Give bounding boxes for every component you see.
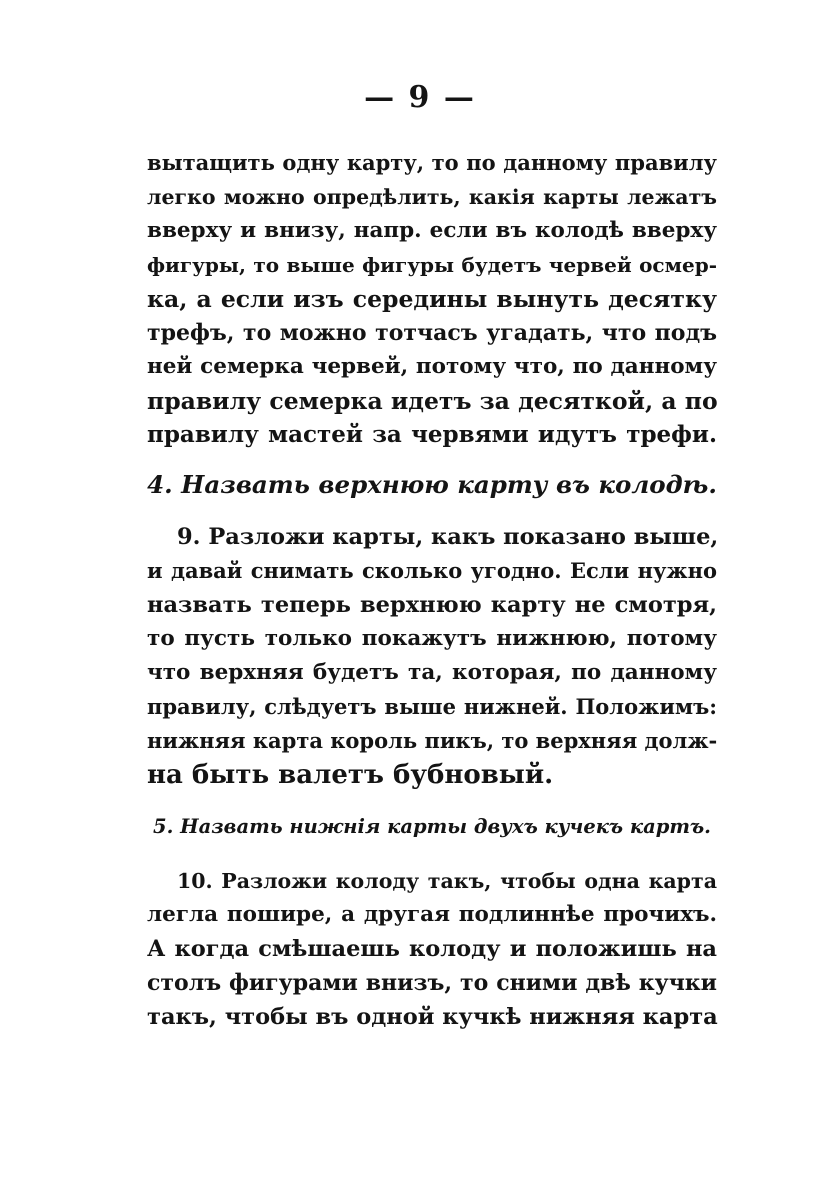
page-number: — 9 —	[364, 80, 476, 115]
text-line: фигуры, то выше фигуры будетъ червей осмер-	[147, 253, 717, 277]
text-line: и давай снимать сколько угодно. Если нужно	[147, 558, 717, 583]
text-line: то пусть только покажутъ нижнюю, потому	[147, 626, 717, 651]
paragraph-continued	[147, 146, 717, 452]
text-line: легла пошире, а другая подлиннѣе прочихъ.	[147, 902, 717, 927]
text-line: ка, а если изъ середины вынуть десятку	[147, 285, 717, 313]
text-line: вверху и внизу, напр. если въ колодѣ вверху	[147, 218, 717, 243]
section-5-title: 5. Назвать нижнія карты двухъ кучекъ картъ.	[153, 815, 711, 838]
text-line: на быть валетъ бубновый.	[147, 760, 554, 790]
text-line: назвать теперь верхнюю карту не смотря,	[147, 592, 717, 618]
paragraph-10	[147, 864, 717, 1034]
text-line: 9. Разложи карты, какъ показано выше,	[177, 524, 719, 550]
text-line: правилу, слѣдуетъ выше нижней. Положимъ:	[147, 694, 717, 719]
text-line: 10. Разложи колоду такъ, чтобы одна карта	[177, 869, 717, 893]
section-4-title: 4. Назвать верхнюю карту въ колодѣ.	[147, 470, 717, 499]
paragraph-9	[147, 520, 717, 792]
text-line: такъ, чтобы въ одной кучкѣ нижняя карта	[147, 1004, 718, 1030]
text-line: правилу семерка идетъ за десяткой, а по	[147, 387, 718, 415]
text-line: вытащить одну карту, то по данному правилу	[147, 150, 717, 175]
text-line: столъ фигурами внизъ, то сними двѣ кучки	[147, 970, 717, 996]
text-line: ней семерка червей, потому что, по данному	[147, 354, 717, 379]
text-line: что верхняя будетъ та, которая, по данному	[147, 660, 717, 685]
text-line: трефъ, то можно тотчасъ угадать, что подъ	[147, 320, 717, 346]
text-line: правилу мастей за червями идутъ трефи.	[147, 421, 717, 448]
text-line: нижняя карта король пикъ, то верхняя долж-	[147, 728, 718, 753]
text-line: А когда смѣшаешь колоду и положишь на	[147, 936, 717, 962]
text-line: легко можно опредѣлить, какія карты лежатъ	[147, 185, 717, 209]
